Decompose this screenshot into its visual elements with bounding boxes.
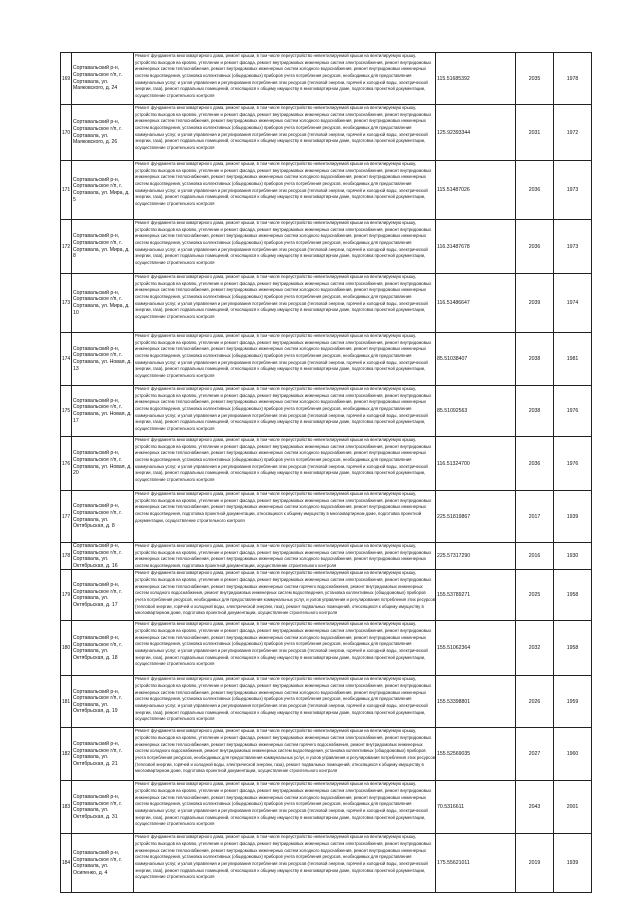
work-description-text: Ремонт фундамента многоквартирного дома, ремонт крыши, в том числе переустройство невентилируемой крыши на вентилируемую крышу, устройство выходов на кровлю, утепление и ремонт фасада, ремонт внутридомовых инженерных систем электроснабжения, ремонт внутридомовых инженерных систем теплоснабжения, ремонт внутридомовых инженерных систем холодного водоснабжения, ремонт внутридомовых инженерных систем водоотведения, установка коллективных (общедомовых) приборов учета потребления ресурсов, необходимых для предоставления коммунальных услуг, и узлов управления и регулирования потребления этих ресурсов (тепловой энергии, горячей и холодной воды, электрической энергии, газа), ремонт подвальных помещений, относящихся к общему имуществу в многоквартирном доме, подготовка проектной документации, осуществление строительного контроля — [135, 781, 432, 827]
row-number-cell: 180 — [61, 621, 72, 676]
table-row — [61, 543, 592, 570]
work-description-cell — [134, 543, 436, 570]
address-cell: Сортавальский р-н, Сортавальское г/п, г. Сортавала, ул. Маяковского, д. 26 — [72, 105, 134, 161]
build-year-cell: 1978 — [554, 53, 592, 105]
work-description-cell — [134, 220, 436, 274]
table-row — [61, 105, 592, 161]
address-cell: Сортавальский р-н, Сортавальское г/п, г. Сортавала, ул. Мира, д. 5 — [72, 161, 134, 220]
table-row — [61, 491, 592, 543]
work-description-cell — [134, 333, 436, 386]
row-number-cell: 170 — [61, 105, 72, 161]
table-row — [61, 781, 592, 834]
work-description-text: Ремонт фундамента многоквартирного дома, ремонт крыши, в том числе переустройство невентилируемой крыши на вентилируемую крышу, устройство выходов на кровлю, утепление и ремонт фасада, ремонт внутридомовых инженерных систем электроснабжения, ремонт внутридомовых инженерных систем теплоснабжения, ремонт внутридомовых инженерных систем холодного водоснабжения, ремонт внутридомовых инженерных систем водоотведения, установка коллективных (общедомовых) приборов учета потребления ресурсов, необходимых для предоставления коммунальных услуг, и узлов управления и регулирования потребления этих ресурсов (тепловой энергии, горячей и холодной воды, электрической энергии, газа), ремонт подвальных помещений, относящихся к общему имуществу в многоквартирном доме, подготовка проектной документации, осуществление строительного контроля — [135, 105, 432, 150]
address-cell: Сортавальский р-н, Сортавальское г/п, г. Сортавала, ул. Новая, д. 20 — [72, 437, 134, 491]
planned-year-cell: 2036 — [516, 437, 554, 491]
planned-year-cell: 2027 — [516, 728, 554, 781]
address-cell: Сортавальский р-н, Сортавальское г/п, г. Сортавала, ул. Октябрьская, д. 21 — [72, 728, 134, 781]
address-cell: Сортавальский р-н, Сортавальское г/п, г. Сортавала, ул. Осипенко, д. 4 — [72, 834, 134, 893]
table-row — [61, 386, 592, 437]
cost-cell: 225.51819867 — [436, 491, 516, 543]
planned-year-cell: 2026 — [516, 676, 554, 728]
address-cell: Сортавальский р-н, Сортавальское г/п, г. Сортавала, ул. Новая, д. 13 — [72, 333, 134, 386]
planned-year-cell: 2038 — [516, 333, 554, 386]
build-year-cell: 1959 — [554, 676, 592, 728]
build-year-cell: 1958 — [554, 621, 592, 676]
row-number-cell: 175 — [61, 386, 72, 437]
work-description-text: Ремонт фундамента многоквартирного дома, ремонт крыши, в том числе переустройство невентилируемой крыши на вентилируемую крышу, устройство выходов на кровлю, утепление и ремонт фасада, ремонт внутридомовых инженерных систем электроснабжения, ремонт внутридомовых инженерных систем теплоснабжения, ремонт внутридомовых инженерных систем холодного водоснабжения, ремонт внутридомовых инженерных систем водоотведения, установка коллективных (общедомовых) приборов учета потребления ресурсов, необходимых для предоставления коммунальных услуг, и узлов управления и регулирования потребления этих ресурсов (тепловой энергии, горячей и холодной воды, электрической энергии, газа), ремонт подвальных помещений, относящихся к общему имуществу в многоквартирном доме, подготовка проектной документации, осуществление строительного контроля — [135, 333, 432, 378]
cost-cell: 175.55621011 — [436, 834, 516, 893]
build-year-cell: 1981 — [554, 333, 592, 386]
address-cell: Сортавальский р-н, Сортавальское г/п, г. Сортавала, ул. Мира, д. 10 — [72, 274, 134, 333]
build-year-cell: 1972 — [554, 105, 592, 161]
address-cell: Сортавальский р-н, Сортавальское г/п, г. Сортавала, ул. Новая, д. 17 — [72, 386, 134, 437]
work-description-cell — [134, 570, 436, 621]
cost-cell: 70.5316611 — [436, 781, 516, 834]
row-number-cell: 178 — [61, 543, 72, 570]
table-row — [61, 437, 592, 491]
cost-cell: 116.31487678 — [436, 220, 516, 274]
work-description-cell — [134, 491, 436, 543]
work-description-cell — [134, 728, 436, 781]
address-cell: Сортавальский р-н, Сортавальское г/п, г. Сортавала, ул. Октябрьская, д. 16 — [72, 543, 134, 570]
register-sheet — [60, 52, 591, 893]
cost-cell: 85.51038407 — [436, 333, 516, 386]
row-number-cell: 181 — [61, 676, 72, 728]
work-description-text: Ремонт фундамента многоквартирного дома, ремонт крыши, в том числе переустройство невентилируемой крыши на вентилируемую крышу, устройство выходов на кровлю, утепление и ремонт фасада, ремонт внутридомовых инженерных систем электроснабжения, ремонт внутридомовых инженерных систем теплоснабжения, ремонт внутридомовых инженерных систем холодного водоснабжения, ремонт внутридомовых инженерных систем водоотведения, подготовка проектной документации, осуществление строительного контроля — [135, 543, 432, 568]
table-row — [61, 728, 592, 781]
planned-year-cell: 2031 — [516, 105, 554, 161]
row-number-cell: 169 — [61, 53, 72, 105]
row-number-cell: 173 — [61, 274, 72, 333]
cost-cell: 155.53398801 — [436, 676, 516, 728]
work-description-cell — [134, 781, 436, 834]
work-description-text: Ремонт фундамента многоквартирного дома, ремонт крыши, в том числе переустройство невентилируемой крыши на вентилируемую крышу, устройство выходов на кровлю, утепление и ремонт фасада, ремонт внутридомовых инженерных систем электроснабжения, ремонт внутридомовых инженерных систем теплоснабжения, ремонт внутридомовых инженерных систем холодного водоснабжения, ремонт внутридомовых инженерных систем водоотведения, установка коллективных (общедомовых) приборов учета потребления ресурсов, необходимых для предоставления коммунальных услуг, и узлов управления и регулирования потребления этих ресурсов (тепловой энергии, горячей и холодной воды, электрической энергии, газа), ремонт подвальных помещений, относящихся к общему имуществу в многоквартирном доме, подготовка проектной документации, осуществление строительного контроля — [135, 676, 432, 722]
cost-cell: 116.51486647 — [436, 274, 516, 333]
work-description-text: Ремонт фундамента многоквартирного дома, ремонт крыши, в том числе переустройство невентилируемой крыши на вентилируемую крышу, устройство выходов на кровлю, утепление и ремонт фасада, ремонт внутридомовых инженерных систем электроснабжения, ремонт внутридомовых инженерных систем теплоснабжения, ремонт внутридомовых инженерных систем холодного водоснабжения, ремонт внутридомовых инженерных систем водоотведения, установка коллективных (общедомовых) приборов учета потребления ресурсов, необходимых для предоставления коммунальных услуг, и узлов управления и регулирования потребления этих ресурсов (тепловой энергии, горячей и холодной воды, электрической энергии, газа), ремонт подвальных помещений, относящихся к общему имуществу в многоквартирном доме, подготовка проектной документации, осуществление строительного контроля — [135, 53, 432, 98]
work-description-cell — [134, 274, 436, 333]
build-year-cell: 1958 — [554, 570, 592, 621]
cost-cell: 125.92393344 — [436, 105, 516, 161]
work-description-text: Ремонт фундамента многоквартирного дома, ремонт крыши, в том числе переустройство невентилируемой крыши на вентилируемую крышу, устройство выходов на кровлю, утепление и ремонт фасада, ремонт внутридомовых инженерных систем электроснабжения, ремонт внутридомовых инженерных систем теплоснабжения, ремонт внутридомовых инженерных систем холодного водоснабжения, ремонт внутридомовых инженерных систем водоотведения, установка коллективных (общедомовых) приборов учета потребления ресурсов, необходимых для предоставления коммунальных услуг, и узлов управления и регулирования потребления этих ресурсов (тепловой энергии, горячей и холодной воды, электрической энергии, газа), ремонт подвальных помещений, относящихся к общему имуществу в многоквартирном доме, подготовка проектной документации, осуществление строительного контроля — [135, 274, 432, 319]
work-description-cell — [134, 834, 436, 893]
work-description-cell — [134, 53, 436, 105]
build-year-cell: 1974 — [554, 274, 592, 333]
work-description-cell — [134, 105, 436, 161]
work-description-cell — [134, 386, 436, 437]
build-year-cell: 1973 — [554, 220, 592, 274]
table-row — [61, 220, 592, 274]
work-description-text: Ремонт фундамента многоквартирного дома, ремонт крыши, в том числе переустройство невентилируемой крыши на вентилируемую крышу, устройство выходов на кровлю, утепление и ремонт фасада, ремонт внутридомовых инженерных систем электроснабжения, ремонт внутридомовых инженерных систем теплоснабжения, ремонт внутридомовых инженерных систем горячего водоснабжения, ремонт внутридомовых инженерных систем холодного водоснабжения, ремонт внутридомовых инженерных систем водоотведения, установка коллективных (общедомовых) приборов учета потребления ресурсов, необходимых для предоставления коммунальных услуг, и узлов управления и регулирования потребления этих ресурсов (тепловой энергии, горячей и холодной воды, электрической энергии, газа), ремонт подвальных помещений, относящихся к общему имуществу в многоквартирном доме, подготовка проектной документации, осуществление строительного контроля — [135, 570, 435, 616]
work-description-cell — [134, 676, 436, 728]
table-row — [61, 570, 592, 621]
cost-cell: 155.51062364 — [436, 621, 516, 676]
work-description-text: Ремонт фундамента многоквартирного дома, ремонт крыши, в том числе переустройство невентилируемой крыши на вентилируемую крышу, устройство выходов на кровлю, утепление и ремонт фасада, ремонт внутридомовых инженерных систем электроснабжения, ремонт внутридомовых инженерных систем теплоснабжения, ремонт внутридомовых инженерных систем холодного водоснабжения, ремонт внутридомовых инженерных систем водоотведения, подготовка проектной документации, относящихся к общему имуществу в многоквартирном доме, подготовка проектной документации, осуществление строительного контроля — [135, 491, 432, 523]
planned-year-cell: 2019 — [516, 834, 554, 893]
row-number-cell: 179 — [61, 570, 72, 621]
work-description-text: Ремонт фундамента многоквартирного дома, ремонт крыши, в том числе переустройство невентилируемой крыши на вентилируемую крышу, устройство выходов на кровлю, утепление и ремонт фасада, ремонт внутридомовых инженерных систем электроснабжения, ремонт внутридомовых инженерных систем теплоснабжения, ремонт внутридомовых инженерных систем холодного водоснабжения, ремонт внутридомовых инженерных систем водоотведения, установка коллективных (общедомовых) приборов учета потребления ресурсов, необходимых для предоставления коммунальных услуг, и узлов управления и регулирования потребления этих ресурсов (тепловой энергии, горячей и холодной воды, электрической энергии, газа), ремонт подвальных помещений, относящихся к общему имуществу в многоквартирном доме, подготовка проектной документации, осуществление строительного контроля — [135, 161, 432, 206]
planned-year-cell: 2039 — [516, 274, 554, 333]
planned-year-cell: 2036 — [516, 220, 554, 274]
cost-cell: 155.53789271 — [436, 570, 516, 621]
planned-year-cell: 2038 — [516, 386, 554, 437]
build-year-cell: 1976 — [554, 386, 592, 437]
address-cell: Сортавальский р-н, Сортавальское г/п, г. Сортавала, ул. Октябрьская, д. 8 — [72, 491, 134, 543]
planned-year-cell: 2032 — [516, 621, 554, 676]
cost-cell: 225.57317290 — [436, 543, 516, 570]
address-cell: Сортавальский р-н, Сортавальское г/п, г. Сортавала, ул. Октябрьская, д. 31 — [72, 781, 134, 834]
row-number-cell: 177 — [61, 491, 72, 543]
cost-cell: 115.51487026 — [436, 161, 516, 220]
table-row — [61, 834, 592, 893]
work-description-text: Ремонт фундамента многоквартирного дома, ремонт крыши, в том числе переустройство невентилируемой крыши на вентилируемую крышу, устройство выходов на кровлю, утепление и ремонт фасада, ремонт внутридомовых инженерных систем электроснабжения, ремонт внутридомовых инженерных систем теплоснабжения, ремонт внутридомовых инженерных систем холодного водоснабжения, ремонт внутридомовых инженерных систем водоотведения, установка коллективных (общедомовых) приборов учета потребления ресурсов, необходимых для предоставления коммунальных услуг, и узлов управления и регулирования потребления этих ресурсов (тепловой энергии, горячей и холодной воды, электрической энергии, газа), ремонт подвальных помещений, относящихся к общему имуществу в многоквартирном доме, подготовка проектной документации, осуществление строительного контроля — [135, 386, 432, 431]
build-year-cell: 2001 — [554, 781, 592, 834]
build-year-cell: 1930 — [554, 543, 592, 570]
table-row — [61, 274, 592, 333]
cost-cell: 115.51685392 — [436, 53, 516, 105]
table-row — [61, 53, 592, 105]
work-description-cell — [134, 161, 436, 220]
planned-year-cell: 2017 — [516, 491, 554, 543]
cost-cell: 85.51092563 — [436, 386, 516, 437]
row-number-cell: 174 — [61, 333, 72, 386]
address-cell: Сортавальский р-н, Сортавальское г/п, г. Сортавала, ул. Октябрьская, д. 17 — [72, 570, 134, 621]
work-description-text: Ремонт фундамента многоквартирного дома, ремонт крыши, в том числе переустройство невентилируемой крыши на вентилируемую крышу, устройство выходов на кровлю, утепление и ремонт фасада, ремонт внутридомовых инженерных систем электроснабжения, ремонт внутридомовых инженерных систем теплоснабжения, ремонт внутридомовых инженерных систем холодного водоснабжения, ремонт внутридомовых инженерных систем водоотведения, установка коллективных (общедомовых) приборов учета потребления ресурсов, необходимых для предоставления коммунальных услуг, и узлов управления и регулирования потребления этих ресурсов (тепловой энергии, горячей и холодной воды, электрической энергии, газа), ремонт подвальных помещений, относящихся к общему имуществу в многоквартирном доме, подготовка проектной документации, осуществление строительного контроля — [135, 834, 432, 880]
planned-year-cell: 2043 — [516, 781, 554, 834]
build-year-cell: 1976 — [554, 437, 592, 491]
row-number-cell: 171 — [61, 161, 72, 220]
table-row — [61, 621, 592, 676]
row-number-cell: 184 — [61, 834, 72, 893]
planned-year-cell: 2035 — [516, 53, 554, 105]
work-description-text: Ремонт фундамента многоквартирного дома, ремонт крыши, в том числе переустройство невентилируемой крыши на вентилируемую крышу, устройство выходов на кровлю, утепление и ремонт фасада, ремонт внутридомовых инженерных систем электроснабжения, ремонт внутридомовых инженерных систем теплоснабжения, ремонт внутридомовых инженерных систем холодного водоснабжения, ремонт внутридомовых инженерных систем водоотведения, установка коллективных (общедомовых) приборов учета потребления ресурсов, необходимых для предоставления коммунальных услуг, и узлов управления и регулирования потребления этих ресурсов (тепловой энергии, горячей и холодной воды, электрической энергии, газа), ремонт подвальных помещений, относящихся к общему имуществу в многоквартирном доме, подготовка проектной документации, осуществление строительного контроля — [135, 437, 432, 482]
build-year-cell: 1973 — [554, 161, 592, 220]
planned-year-cell: 2016 — [516, 543, 554, 570]
planned-year-cell: 2025 — [516, 570, 554, 621]
address-cell: Сортавальский р-н, Сортавальское г/п, г. Сортавала, ул. Мира, д. 8 — [72, 220, 134, 274]
address-cell: Сортавальский р-н, Сортавальское г/п, г. Сортавала, ул. Октябрьская, д. 18 — [72, 621, 134, 676]
work-description-cell — [134, 621, 436, 676]
build-year-cell: 1939 — [554, 834, 592, 893]
row-number-cell: 176 — [61, 437, 72, 491]
planned-year-cell: 2036 — [516, 161, 554, 220]
capital-repair-table — [60, 52, 592, 893]
address-cell: Сортавальский р-н, Сортавальское г/п, г. Сортавала, ул. Октябрьская, д. 19 — [72, 676, 134, 728]
row-number-cell: 172 — [61, 220, 72, 274]
address-cell: Сортавальский р-н, Сортавальское г/п, г. Сортавала, ул. Маяковского, д. 24 — [72, 53, 134, 105]
work-description-text: Ремонт фундамента многоквартирного дома, ремонт крыши, в том числе переустройство невентилируемой крыши на вентилируемую крышу, устройство выходов на кровлю, утепление и ремонт фасада, ремонт внутридомовых инженерных систем электроснабжения, ремонт внутридомовых инженерных систем теплоснабжения, ремонт внутридомовых инженерных систем холодного водоснабжения, ремонт внутридомовых инженерных систем водоотведения, установка коллективных (общедомовых) приборов учета потребления ресурсов, необходимых для предоставления коммунальных услуг, и узлов управления и регулирования потребления этих ресурсов (тепловой энергии, горячей и холодной воды, электрической энергии, газа), ремонт подвальных помещений, относящихся к общему имуществу в многоквартирном доме, подготовка проектной документации, осуществление строительного контроля — [135, 621, 432, 667]
row-number-cell: 183 — [61, 781, 72, 834]
table-row — [61, 333, 592, 386]
table-row — [61, 676, 592, 728]
work-description-text: Ремонт фундамента многоквартирного дома, ремонт крыши, в том числе переустройство невентилируемой крыши на вентилируемую крышу, устройство выходов на кровлю, утепление и ремонт фасада, ремонт внутридомовых инженерных систем электроснабжения, ремонт внутридомовых инженерных систем теплоснабжения, ремонт внутридомовых инженерных систем холодного водоснабжения, ремонт внутридомовых инженерных систем водоотведения, установка коллективных (общедомовых) приборов учета потребления ресурсов, необходимых для предоставления коммунальных услуг, и узлов управления и регулирования потребления этих ресурсов (тепловой энергии, горячей и холодной воды, электрической энергии, газа), ремонт подвальных помещений, относящихся к общему имуществу в многоквартирном доме, подготовка проектной документации, осуществление строительного контроля — [135, 220, 432, 265]
table-row — [61, 161, 592, 220]
cost-cell: 155.52569035 — [436, 728, 516, 781]
cost-cell: 116.51324700 — [436, 437, 516, 491]
row-number-cell: 182 — [61, 728, 72, 781]
build-year-cell: 1939 — [554, 491, 592, 543]
work-description-text: Ремонт фундамента многоквартирного дома, ремонт крыши, в том числе переустройство невентилируемой крыши на вентилируемую крышу, устройство выходов на кровлю, утепление и ремонт фасада, ремонт внутридомовых инженерных систем электроснабжения, ремонт внутридомовых инженерных систем теплоснабжения, ремонт внутридомовых инженерных систем горячего водоснабжения, ремонт внутридомовых инженерных систем холодного водоснабжения, ремонт внутридомовых инженерных систем водоотведения, установка коллективных (общедомовых) приборов учета потребления ресурсов, необходимых для предоставления коммунальных услуг, и узлов управления и регулирования потребления этих ресурсов (тепловой энергии, горячей и холодной воды, электрической энергии, газа), ремонт подвальных помещений, относящихся к общему имуществу в многоквартирном доме, подготовка проектной документации, осуществление строительного контроля — [135, 728, 435, 774]
build-year-cell: 1960 — [554, 728, 592, 781]
work-description-cell — [134, 437, 436, 491]
